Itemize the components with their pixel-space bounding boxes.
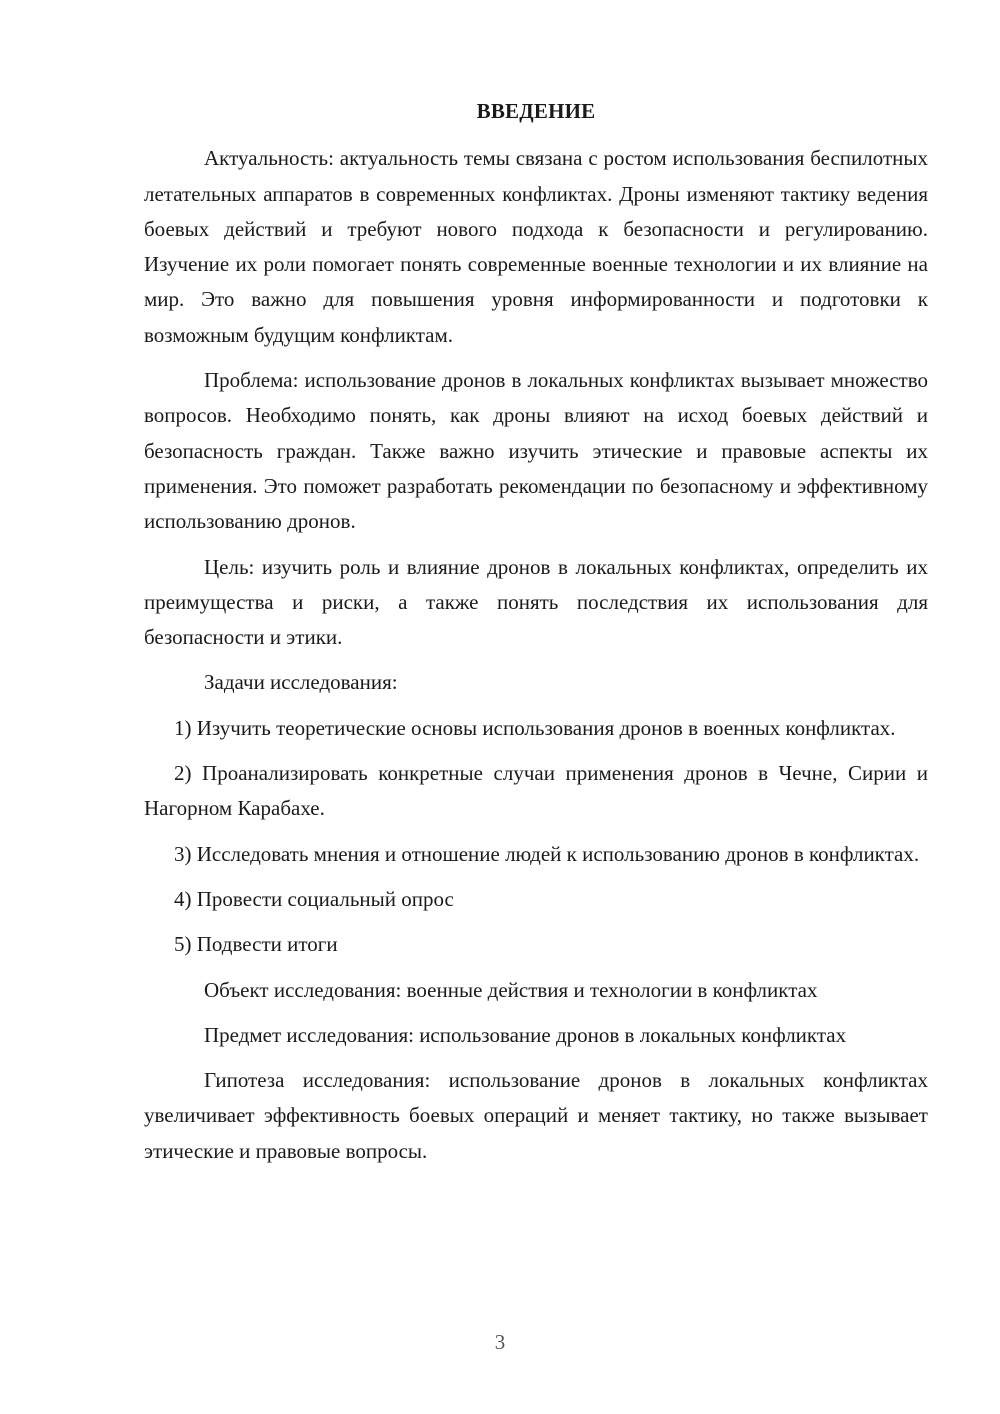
page-number: 3 xyxy=(494,1330,506,1354)
object-paragraph: Объект исследования: военные действия и технологии в конфликтах xyxy=(204,977,818,1002)
problem-paragraph: Проблема: использование дронов в локальных конфликтах вызывает множество вопросов. Необходимо понять, как дроны влияют на исход боевых действий и безопасность граждан. Также важно изучить этические и правовые аспекты их применения. Это поможет разработать рекомендации по безопасному и эффективному использованию дронов. xyxy=(144,368,928,534)
document-page xyxy=(144,94,928,1179)
task-item-3: 3) Исследовать мнения и отношение людей к использованию дронов в конфликтах. xyxy=(174,841,920,866)
task-item-4: 4) Провести социальный опрос xyxy=(174,886,454,911)
task-item-5: 5) Подвести итоги xyxy=(174,932,338,957)
subject-paragraph: Предмет исследования: использование дронов в локальных конфликтах xyxy=(204,1022,847,1047)
tasks-heading: Задачи исследования: xyxy=(204,670,398,695)
task-item-1: 1) Изучить теоретические основы использования дронов в военных конфликтах. xyxy=(174,715,896,740)
actuality-paragraph: Актуальность: актуальность темы связана с ростом использования беспилотных летательных аппаратов в современных конфликтах. Дроны изменяют тактику ведения боевых действий и требуют нового подхода к безопасности и регулированию. Изучение их роли помогает понять современные военные технологии и их влияние на мир. Это важно для повышения уровня информированности и подготовки к возможным будущим конфликтам. xyxy=(144,146,928,347)
task-item-2: 2) Проанализировать конкретные случаи применения дронов в Чечне, Сирии и Нагорном Карабахе. xyxy=(144,761,928,821)
hypothesis-paragraph: Гипотеза исследования: использование дронов в локальных конфликтах увеличивает эффективность боевых операций и меняет тактику, но также вызывает этические и правовые вопросы. xyxy=(144,1068,928,1163)
page-title: ВВЕДЕНИЕ xyxy=(476,99,596,123)
goal-paragraph: Цель: изучить роль и влияние дронов в локальных конфликтах, определить их преимущества и риски, а также понять последствия их использования для безопасности и этики. xyxy=(144,554,928,650)
